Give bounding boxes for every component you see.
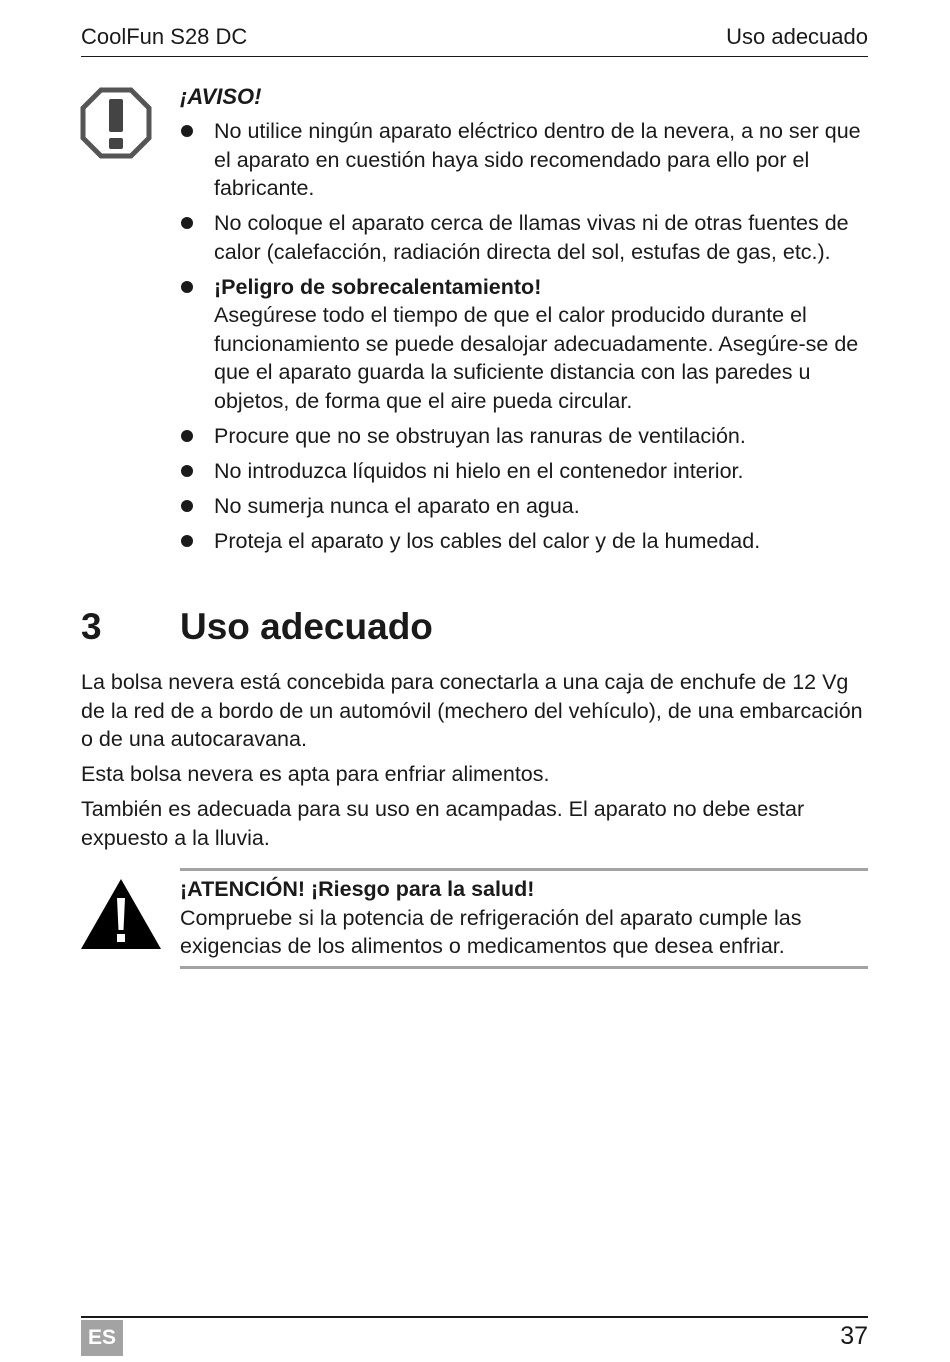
bullet-icon bbox=[181, 217, 193, 229]
notice-item-text: No sumerja nunca el aparato en agua. bbox=[214, 493, 580, 518]
notice-item-1 bbox=[180, 117, 870, 203]
notice-item-text: No coloque el aparato cerca de llamas vivas ni de otras fuentes de calor (calefacción, radiación directa del sol, estufas de gas, etc.). bbox=[214, 211, 849, 264]
header-product-name: CoolFun S28 DC bbox=[81, 24, 248, 49]
notice-list bbox=[180, 117, 870, 562]
section-number: 3 bbox=[81, 606, 102, 647]
notice-item-2 bbox=[180, 209, 870, 266]
notice-title: ¡AVISO! bbox=[180, 84, 262, 109]
section-body bbox=[81, 668, 871, 859]
warning-text: Compruebe si la potencia de refrigeración del aparato cumple las exigencias de los alimentos o medicamentos que desea enfriar. bbox=[180, 905, 802, 958]
notice-item-heading: ¡Peligro de sobrecalentamiento! bbox=[214, 274, 542, 299]
page-number: 37 bbox=[840, 1322, 868, 1350]
notice-item-3 bbox=[180, 273, 870, 416]
exclamation-octagon-icon bbox=[80, 87, 152, 159]
bullet-icon bbox=[181, 465, 193, 477]
warning-title: ¡ATENCIÓN! ¡Riesgo para la salud! bbox=[180, 877, 535, 901]
notice-item-5 bbox=[180, 457, 870, 486]
bullet-icon bbox=[181, 125, 193, 137]
warning-top-rule bbox=[180, 868, 868, 871]
body-paragraph: La bolsa nevera está concebida para conectarla a una caja de enchufe de 12 Vg de la red de a bordo de un automóvil (mechero del vehículo), de una embarcación o de una autocaravana. bbox=[81, 670, 863, 751]
notice-item-text: Procure que no se obstruyan las ranuras de ventilación. bbox=[214, 423, 746, 448]
language-badge: ES bbox=[81, 1320, 123, 1356]
notice-item-text: No utilice ningún aparato eléctrico dentro de la nevera, a no ser que el aparato en cuestión haya sido recomendado para ello por el fabricante. bbox=[214, 119, 861, 200]
notice-item-6 bbox=[180, 492, 870, 521]
notice-item-7 bbox=[180, 527, 870, 556]
warning-triangle-icon bbox=[80, 878, 162, 950]
bullet-icon bbox=[181, 535, 193, 547]
bullet-icon bbox=[181, 500, 193, 512]
warning-bottom-rule bbox=[180, 966, 868, 969]
body-paragraph: También es adecuada para su uso en acampadas. El aparato no debe estar expuesto a la lluvia. bbox=[81, 797, 805, 850]
header-section-title: Uso adecuado bbox=[726, 24, 868, 49]
bullet-icon bbox=[181, 281, 193, 293]
notice-item-4 bbox=[180, 422, 870, 451]
body-paragraph: Esta bolsa nevera es apta para enfriar alimentos. bbox=[81, 762, 550, 786]
bullet-icon bbox=[181, 430, 193, 442]
notice-item-text: Asegúrese todo el tiempo de que el calor producido durante el funcionamiento se puede desalojar adecuadamente. Asegúre-se de que el aparato guarda la suficiente distancia con las paredes u objetos, de forma que el aire pueda circular. bbox=[214, 303, 859, 413]
section-title: Uso adecuado bbox=[180, 606, 433, 647]
warning-block bbox=[180, 875, 870, 961]
notice-item-text: Proteja el aparato y los cables del calor y de la humedad. bbox=[214, 528, 761, 553]
footer-rule bbox=[81, 1316, 868, 1318]
page-header bbox=[81, 24, 868, 57]
notice-item-text: No introduzca líquidos ni hielo en el contenedor interior. bbox=[214, 458, 744, 483]
